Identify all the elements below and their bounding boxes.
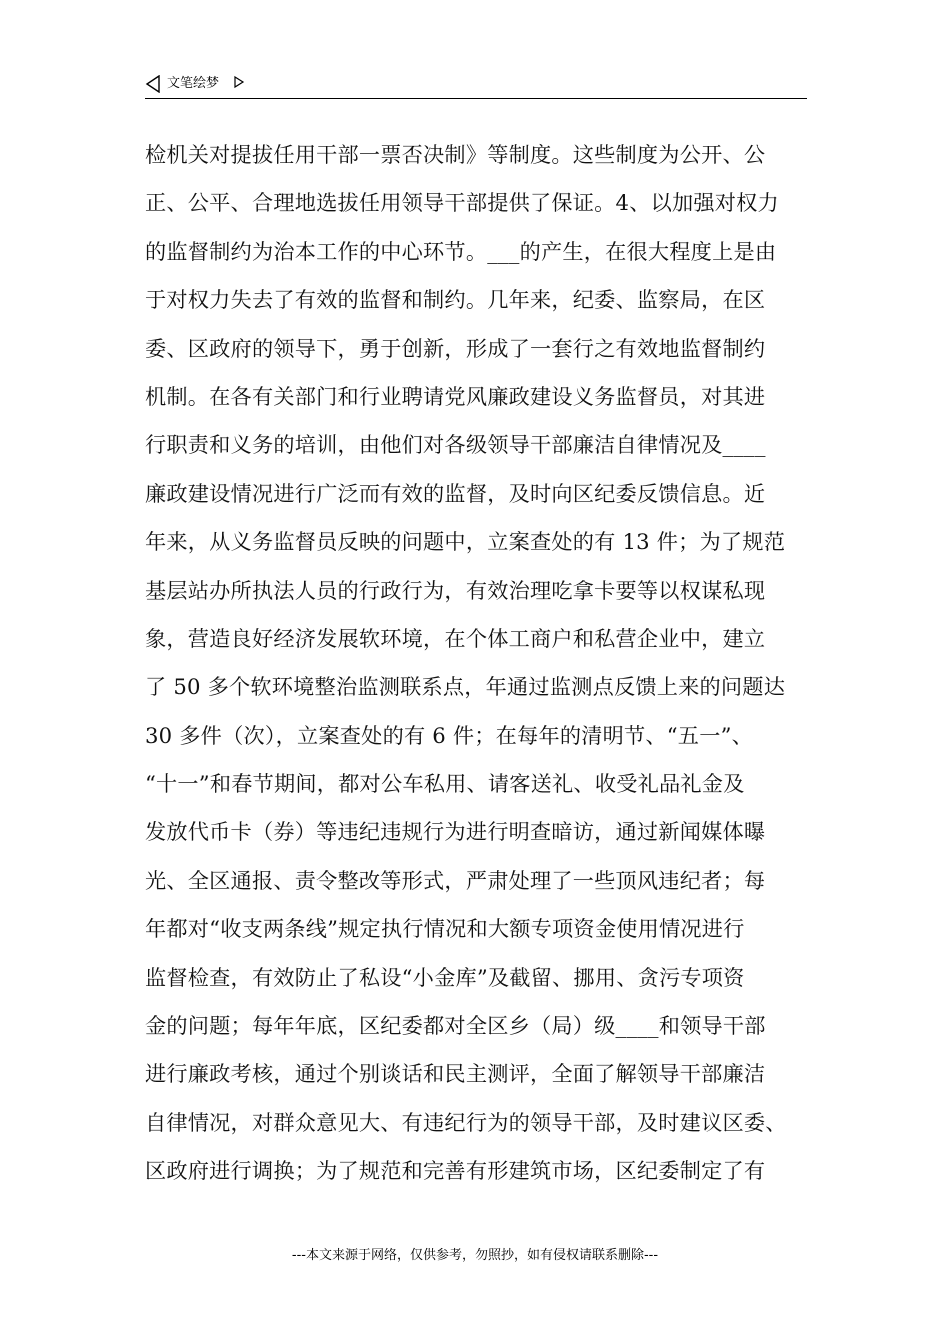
text-line: “十一”和春节期间，都对公车私用、请客送礼、收受礼品礼金及 [145, 771, 745, 797]
text-line: 检机关对提拔任用干部一票否决制》等制度。这些制度为公开、公 [145, 142, 766, 167]
text-line: 金的问题；每年年底，区纪委都对全区乡（局）级____和领导干部 [145, 1013, 766, 1039]
text-line: 委、区政府的领导下，勇于创新，形成了一套行之有效地监督制约 [145, 335, 766, 361]
text-line: 于对权力失去了有效的监督和制约。几年来，纪委、监察局，在区 [145, 287, 766, 313]
document-body [145, 131, 825, 1196]
text-line: 自律情况，对群众意见大、有违纪行为的领导干部，及时建议区委、 [145, 1109, 787, 1135]
text-line: 机制。在各有关部门和行业聘请党风廉政建设义务监督员，对其进 [145, 383, 766, 409]
text-line: 的监督制约为治本工作的中心环节。___的产生，在很大程度上是由 [145, 238, 777, 264]
text-line: 年都对“收支两条线”规定执行情况和大额专项资金使用情况进行 [145, 916, 745, 942]
header-title: 文笔绘梦 [167, 76, 220, 91]
text-line: 进行廉政考核，通过个别谈话和民主测评，全面了解领导干部廉洁 [145, 1061, 766, 1087]
text-line: 区政府进行调换；为了规范和完善有形建筑市场，区纪委制定了有 [145, 1158, 766, 1184]
page-header [145, 72, 807, 99]
text-line: 发放代币卡（券）等违纪违规行为进行明查暗访，通过新闻媒体曝 [145, 819, 766, 845]
text-line: 光、全区通报、责令整改等形式，严肃处理了一些顶风违纪者；每 [145, 867, 766, 893]
page-footer: ---本文来源于网络，仅供参考，勿照抄，如有侵权请联系删除--- [291, 1248, 659, 1263]
left-triangle-icon [145, 75, 161, 93]
text-line: 廉政建设情况进行广泛而有效的监督，及时向区纪委反馈信息。近 [145, 480, 766, 506]
right-triangle-icon [233, 75, 245, 89]
text-line: 行职责和义务的培训，由他们对各级领导干部廉洁自律情况及____ [145, 432, 766, 458]
text-line: 基层站办所执法人员的行政行为，有效治理吃拿卡要等以权谋私现 [145, 577, 766, 603]
text-line: 监督检查，有效防止了私设“小金库”及截留、挪用、贪污专项资 [145, 964, 745, 990]
text-line: 30 多件（次），立案查处的有 6 件；在每年的清明节、“五一”、 [145, 722, 753, 748]
text-line: 正、公平、合理地选拔任用领导干部提供了保证。4、以加强对权力 [145, 190, 779, 216]
text-line: 了 50 多个软环境整治监测联系点，年通过监测点反馈上来的问题达 [145, 674, 786, 700]
text-line: 年来，从义务监督员反映的问题中，立案查处的有 13 件；为了规范 [145, 529, 786, 555]
text-line: 象，营造良好经济发展软环境，在个体工商户和私营企业中，建立 [145, 625, 766, 651]
